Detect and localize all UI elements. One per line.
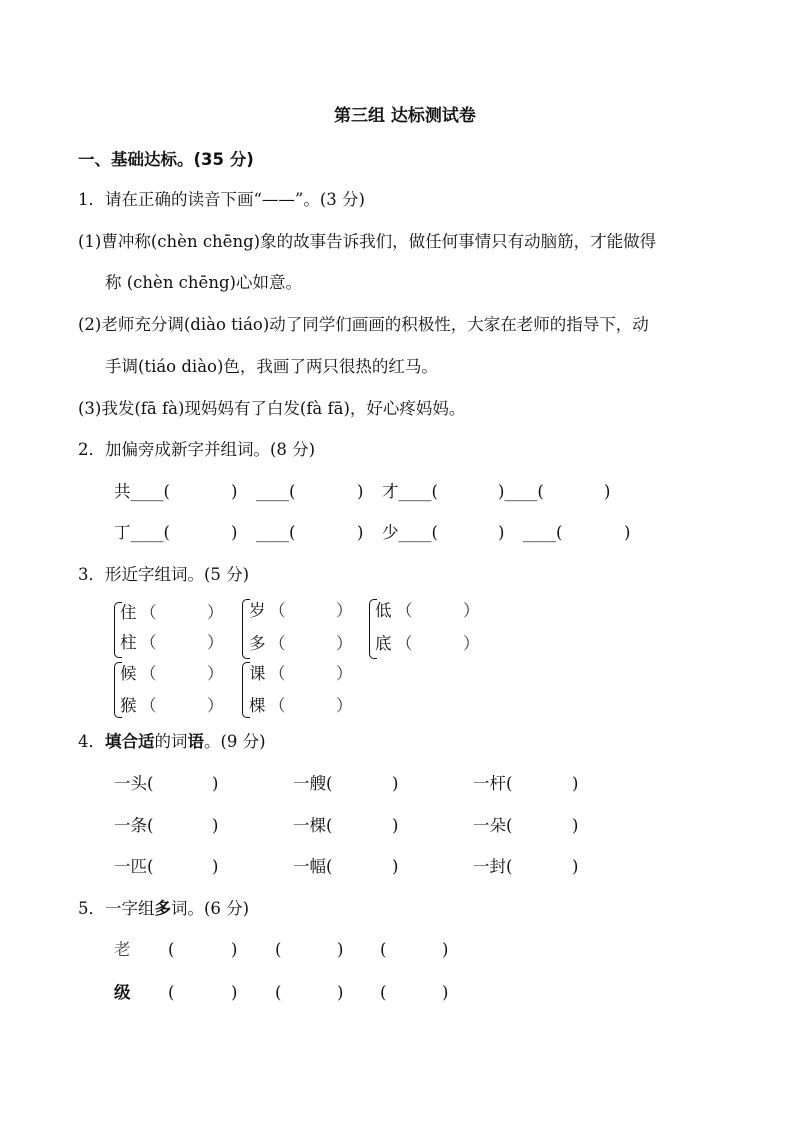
q3-paren-open: （ — [396, 601, 413, 620]
q5-paren-open[interactable]: ( — [380, 983, 387, 1002]
q3-paren-close: ） — [207, 603, 224, 622]
q4-num: 4． — [78, 732, 105, 751]
q4-paren-close: ) — [572, 816, 579, 835]
q3-char: 低 — [375, 601, 392, 620]
q2-paren-close: ) — [357, 482, 364, 501]
q3-char: 多 — [249, 634, 266, 653]
q3-paren-open: （ — [269, 696, 286, 715]
q5-char: 级 — [114, 983, 131, 1002]
q4-paren-close: ) — [572, 774, 579, 793]
q4-paren-close: ) — [392, 816, 399, 835]
q2-blank[interactable]: ____( — [256, 482, 296, 501]
q5-paren-close: ) — [442, 940, 449, 959]
q4-item[interactable]: 一匹( — [114, 857, 154, 876]
q4-paren-close: ) — [212, 857, 219, 876]
q3-paren-close: ） — [336, 634, 353, 653]
q3-paren-close: ） — [336, 664, 353, 683]
q5-paren-close: ) — [337, 940, 344, 959]
q3-paren-close: ） — [336, 601, 353, 620]
q5-paren-open[interactable]: ( — [380, 940, 387, 959]
q5-paren-open[interactable]: ( — [275, 940, 282, 959]
q1-line-1a: (1)曹冲称(chèn chēng)象的故事告诉我们，做任何事情只有动脑筋，才能做得 — [78, 232, 657, 251]
q4-item[interactable]: 一棵( — [293, 816, 333, 835]
q5-head-a: 5．一字组 — [78, 899, 155, 918]
q3-char: 底 — [375, 634, 392, 653]
q5-paren-close: ) — [442, 983, 449, 1002]
q3-paren-open: （ — [269, 601, 286, 620]
q4-paren-close: ) — [392, 857, 399, 876]
q3-char: 课 — [249, 664, 266, 683]
q4-head-bold: 填合适 — [105, 732, 155, 751]
q2-paren-close: ) — [357, 523, 364, 542]
q3-char: 棵 — [249, 696, 266, 715]
q4-head-bold-2: 语 — [187, 732, 204, 751]
q2-paren-close: ) — [604, 482, 611, 501]
q3-heading: 3．形近字组词。(5 分) — [78, 565, 250, 584]
q2-blank[interactable]: 丁____( — [114, 523, 170, 542]
q5-head-bold: 多 — [154, 899, 171, 918]
q3-char: 柱 — [120, 633, 137, 652]
q3-paren-open: （ — [269, 634, 286, 653]
q3-paren-open: （ — [140, 633, 157, 652]
q2-blank[interactable]: ____( — [523, 523, 563, 542]
q5-paren-close: ) — [337, 983, 344, 1002]
q2-blank[interactable]: 少____( — [382, 523, 438, 542]
q3-paren-open: （ — [396, 634, 413, 653]
q3-paren-close: ） — [463, 634, 480, 653]
q2-blank[interactable]: )____( — [498, 482, 544, 501]
q4-item[interactable]: 一封( — [473, 857, 513, 876]
q3-paren-open: （ — [269, 664, 286, 683]
q4-item[interactable]: 一艘( — [293, 774, 333, 793]
q2-paren-close: ) — [624, 523, 631, 542]
q4-paren-close: ) — [572, 857, 579, 876]
q2-blank[interactable]: 才____( — [382, 482, 438, 501]
q3-paren-close: ） — [463, 601, 480, 620]
q1-line-1b: 称 (chèn chēng)心如意。 — [105, 273, 302, 292]
q3-char: 住 — [120, 603, 137, 622]
q3-paren-open: （ — [140, 696, 157, 715]
section-heading: 一、基础达标。(35 分) — [78, 150, 254, 169]
q4-paren-close: ) — [212, 816, 219, 835]
page-title: 第三组 达标测试卷 — [334, 106, 476, 126]
q4-item[interactable]: 一头( — [114, 774, 154, 793]
q1-heading: 1．请在正确的读音下画“——”。(3 分) — [78, 190, 365, 209]
q3-paren-close: ） — [336, 696, 353, 715]
q5-paren-close: ) — [231, 983, 238, 1002]
q5-paren-close: ) — [231, 940, 238, 959]
q4-head-end: 。(9 分) — [204, 732, 266, 751]
q1-line-3: (3)我发(fā fà)现妈妈有了白发(fà fā)，好心疼妈妈。 — [78, 399, 466, 418]
q4-item[interactable]: 一条( — [114, 816, 154, 835]
q5-char: 老 — [114, 940, 131, 959]
q4-paren-close: ) — [212, 774, 219, 793]
q3-char: 猴 — [120, 696, 137, 715]
q5-paren-open[interactable]: ( — [168, 940, 175, 959]
q3-paren-open: （ — [140, 664, 157, 683]
q3-paren-close: ） — [207, 633, 224, 652]
q3-paren-close: ） — [207, 664, 224, 683]
q3-char: 候 — [120, 664, 137, 683]
q1-line-2b: 手调(tiáo diào)色，我画了两只很热的红马。 — [105, 357, 438, 376]
q1-line-2a: (2)老师充分调(diào tiáo)动了同学们画画的积极性，大家在老师的指导下，动 — [78, 315, 649, 334]
q4-item[interactable]: 一幅( — [293, 857, 333, 876]
q2-blank[interactable]: 共____( — [114, 482, 170, 501]
q2-paren-close: ) — [231, 523, 238, 542]
q3-char: 岁 — [249, 601, 266, 620]
q4-item[interactable]: 一杆( — [473, 774, 513, 793]
q5-heading — [78, 899, 249, 919]
q3-paren-close: ） — [207, 696, 224, 715]
q4-heading — [78, 732, 266, 752]
q2-paren-close: ) — [231, 482, 238, 501]
q2-heading: 2．加偏旁成新字并组词。(8 分) — [78, 440, 316, 459]
q5-paren-open[interactable]: ( — [275, 983, 282, 1002]
q4-paren-close: ) — [392, 774, 399, 793]
q5-head-c: 词。(6 分) — [171, 899, 250, 918]
q2-blank[interactable]: ____( — [256, 523, 296, 542]
q5-paren-open[interactable]: ( — [168, 983, 175, 1002]
q4-item[interactable]: 一朵( — [473, 816, 513, 835]
q3-paren-open: （ — [140, 603, 157, 622]
q4-head-mid: 的词 — [154, 732, 188, 751]
q2-paren-close: ) — [498, 523, 505, 542]
